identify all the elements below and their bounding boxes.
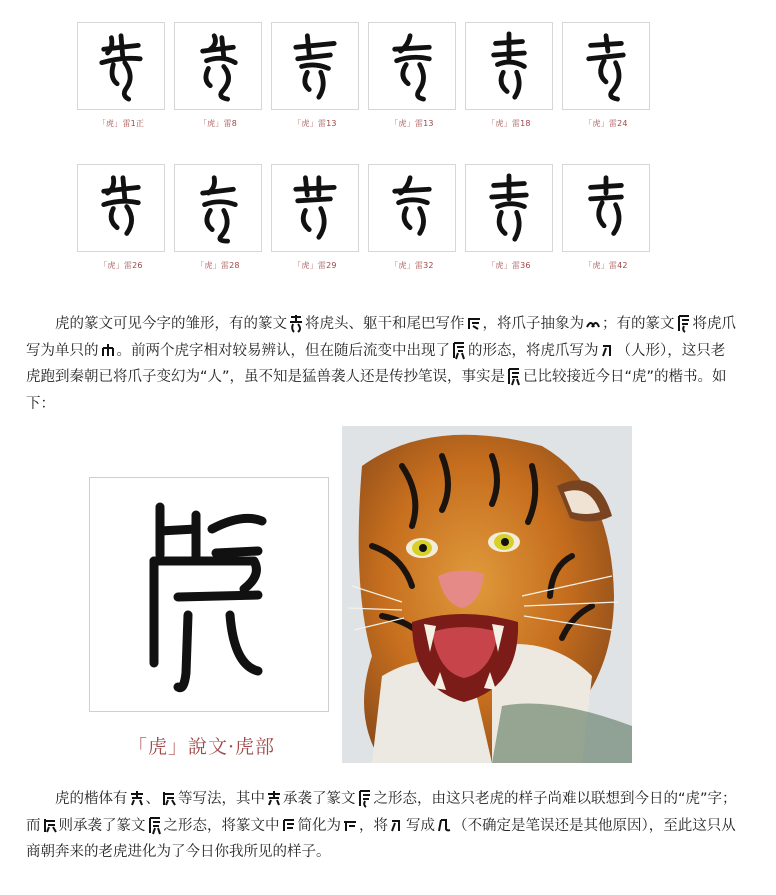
glyph-caption: 「虎」雷13 [390,119,434,128]
seal-script-image [89,477,329,712]
bronze-tiger-glyph-icon [383,172,441,244]
regular-script-variant-glyph-icon [266,790,282,806]
paragraph-text: 虎的篆文可见今字的雏形，有的篆文 将虎头、躯干和尾巴写作 ，将爪子抽象为 ；有的篆文 将虎爪写为单只的 。前两个虎字相对较易辨认，但在随后流变中出现了 的形态，将虎爪写为 （人形），这只老虎跑到秦朝已将爪子变幻为“人”，虽不知是猛兽袭人还是传抄笔误，事实是 已比较接近今日“虎”的楷书。如下： [26,316,736,412]
glyph-grid-row-2 [77,164,650,271]
glyph-tile [465,164,553,252]
glyph-tile [465,22,553,110]
seal-glyph-icon [506,367,522,386]
glyph-cell [77,164,165,271]
glyph-cell [174,164,262,271]
bronze-tiger-glyph-icon [286,30,344,102]
bronze-tiger-glyph-icon [480,30,538,102]
glyph-tile [174,164,262,252]
regular-script-variant-glyph-icon [161,790,177,806]
glyph-caption: 「虎」雷29 [293,261,337,270]
glyph-caption: 「虎」雷8 [198,119,238,128]
bronze-tiger-glyph-icon [92,172,150,244]
glyph-cell [77,22,165,129]
regular-script-variant-glyph-icon [42,817,58,833]
bronze-tiger-glyph-icon [383,30,441,102]
glyph-caption: 「虎」雷28 [196,261,240,270]
seal-component-glyph-icon [281,817,297,833]
glyph-grid-row-1 [77,22,650,129]
glyph-caption: 「虎」雷24 [584,119,628,128]
seal-image-caption: 「虎」說文·虎部 [128,736,276,758]
glyph-cell [465,22,553,129]
glyph-caption: 「虎」雷36 [487,261,531,270]
seal-head-body-glyph-icon [466,315,482,331]
bronze-tiger-glyph-icon [189,30,247,102]
glyph-tile [368,164,456,252]
glyph-tile [271,164,359,252]
seal-person-glyph-icon [600,342,616,358]
seal-person-glyph-icon [389,817,405,833]
glyph-cell [271,22,359,129]
bronze-tiger-glyph-icon [577,172,635,244]
glyph-cell [562,22,650,129]
paragraph-text: 虎的楷体有 、 等写法，其中 承袭了篆文 之形态，由这只老虎的样子尚难以联想到今日的“虎”字；而 则承袭了篆文 之形态，将篆文中 简化为 ，将 写成 （不确定是笔误还是其他原因），至此这只从商朝奔来的老虎进化为了今日你我所见的样子。 [26,791,737,860]
ji-component-glyph-icon [436,817,452,833]
bronze-tiger-glyph-icon [577,30,635,102]
glyph-tile [77,22,165,110]
seal-single-claw-glyph-icon [100,342,116,358]
glyph-caption: 「虎」雷13 [293,119,337,128]
bronze-tiger-glyph-icon [92,30,150,102]
glyph-cell [271,164,359,271]
paragraph-seal-script [26,311,738,417]
glyph-tile [562,164,650,252]
glyph-cell [465,164,553,271]
glyph-cell [368,164,456,271]
glyph-tile [562,22,650,110]
glyph-tile [271,22,359,110]
bronze-tiger-glyph-icon [480,172,538,244]
glyph-caption: 「虎」雷18 [487,119,531,128]
seal-glyph-icon [676,314,692,333]
bronze-tiger-glyph-icon [286,172,344,244]
simplified-component-glyph-icon [342,817,358,833]
glyph-cell [174,22,262,129]
seal-glyph-icon [451,341,467,360]
glyph-caption: 「虎」雷26 [99,261,143,270]
paragraph-regular-script [26,786,738,866]
tiger-illustration [342,426,632,763]
regular-script-variant-glyph-icon [129,790,145,806]
tiger-painting-image [342,426,632,763]
seal-glyph-icon [357,789,373,808]
glyph-cell [368,22,456,129]
glyph-tile [174,22,262,110]
seal-glyph-icon [288,314,304,333]
glyph-cell [562,164,650,271]
seal-glyph-icon [147,816,163,835]
glyph-caption: 「虎」雷42 [584,261,628,270]
bronze-tiger-glyph-icon [189,172,247,244]
seal-script-tiger-glyph-icon [134,495,284,695]
glyph-tile [368,22,456,110]
glyph-caption: 「虎」雷1正 [97,119,145,128]
glyph-tile [77,164,165,252]
seal-claw-glyph-icon [585,315,601,331]
glyph-caption: 「虎」雷32 [390,261,434,270]
